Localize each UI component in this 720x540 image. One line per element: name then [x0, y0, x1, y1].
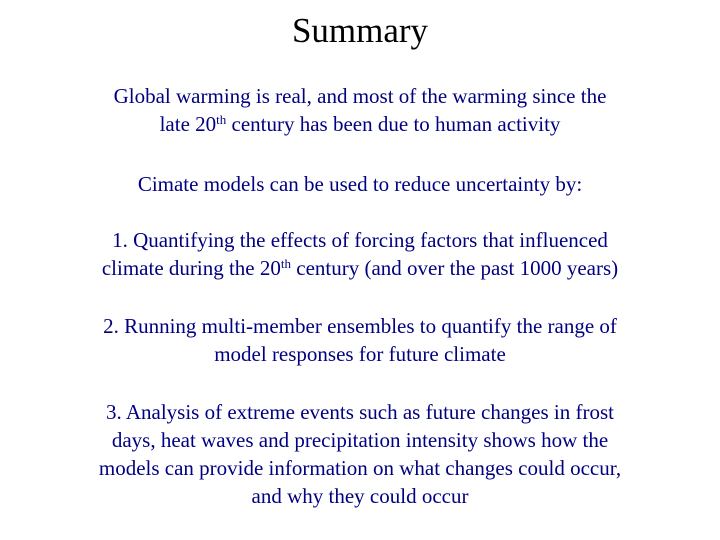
- summary-paragraph-2: [20, 170, 700, 198]
- paragraph-5-line-4: and why they could occur: [251, 484, 469, 508]
- summary-paragraph-4: [20, 312, 700, 368]
- paragraph-3-line-2-text-b: century (and over the past 1000 years): [291, 256, 619, 280]
- slide-title: Summary: [291, 11, 429, 50]
- paragraph-1-line-2: [20, 110, 700, 141]
- paragraph-3-line-1: 1. Quantifying the effects of forcing factors that influenced: [112, 228, 608, 252]
- summary-paragraph-3: [20, 226, 700, 285]
- paragraph-1-line-2-text-a: late 20: [159, 112, 217, 136]
- paragraph-4-line-2: model responses for future climate: [214, 342, 506, 366]
- paragraph-3-line-2-text-a: climate during the 20: [101, 256, 281, 280]
- paragraph-1-superscript: th: [216, 112, 227, 127]
- paragraph-2-line-1: Cimate models can be used to reduce uncertainty by:: [137, 172, 583, 196]
- paragraph-5-line-2: days, heat waves and precipitation intensity shows how the: [111, 428, 609, 452]
- summary-paragraph-5: [20, 398, 700, 510]
- paragraph-1-line-2-text-b: century has been due to human activity: [226, 112, 561, 136]
- paragraph-1-line-1: Global warming is real, and most of the warming since the: [113, 84, 607, 108]
- paragraph-4-line-1: 2. Running multi-member ensembles to quantify the range of: [103, 314, 617, 338]
- summary-paragraph-1: [20, 82, 700, 141]
- paragraph-5-line-3: models can provide information on what changes could occur,: [98, 456, 622, 480]
- paragraph-3-superscript: th: [280, 256, 292, 271]
- paragraph-5-line-1: 3. Analysis of extreme events such as future changes in frost: [106, 400, 614, 424]
- paragraph-3-line-2: [20, 254, 700, 285]
